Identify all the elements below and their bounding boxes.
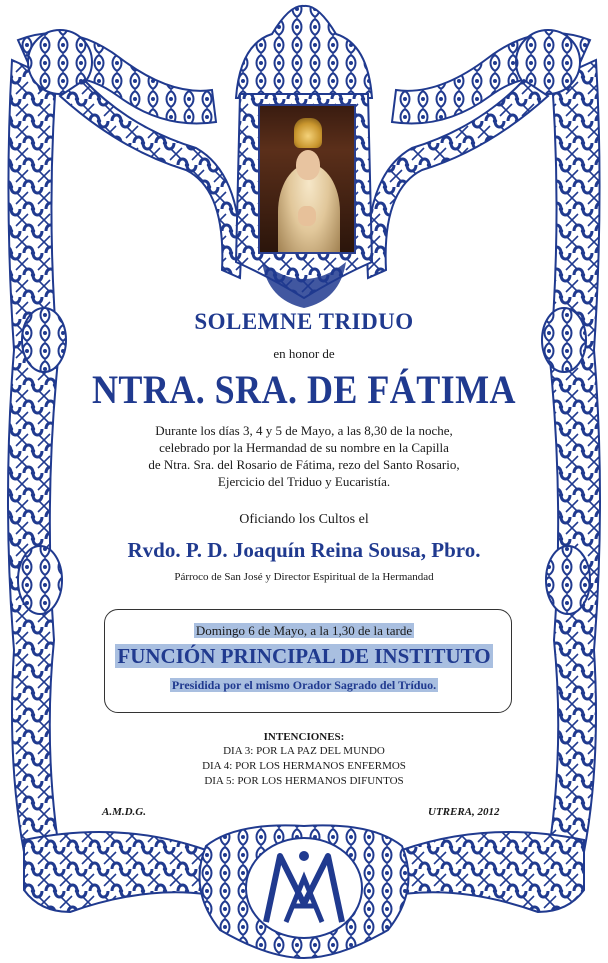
intention-item: DIA 5: POR LOS HERMANOS DIFUNTOS xyxy=(204,775,404,787)
main-function-title-text: FUNCIÓN PRINCIPAL DE INSTITUTO xyxy=(117,644,491,668)
description-line: Ejercicio del Triduo y Eucaristía. xyxy=(217,474,391,489)
poster-title: SOLEMNE TRIDUO xyxy=(194,309,414,334)
intention-item: DIA 4: POR LOS HERMANOS ENFERMOS xyxy=(202,760,406,772)
image-face xyxy=(296,150,320,180)
main-function-date xyxy=(0,623,608,639)
marian-monogram-icon xyxy=(256,848,352,930)
officiant-role: Párroco de San José y Director Espiritual de la Hermandad xyxy=(174,571,434,583)
description-line: de Ntra. Sra. del Rosario de Fátima, rezo del Santo Rosario, xyxy=(148,457,460,472)
officiant-name: Rvdo. P. D. Joaquín Reina Sousa, Pbro. xyxy=(127,538,481,562)
intention-item: DIA 3: POR LA PAZ DEL MUNDO xyxy=(223,745,385,757)
footer-place-year: UTRERA, 2012 xyxy=(428,806,500,818)
main-function-presided-text: Presidida por el mismo Orador Sagrado del Tríduo. xyxy=(171,678,437,692)
crown-icon xyxy=(294,118,322,148)
dedication-title: NTRA. SRA. DE FÁTIMA xyxy=(91,367,517,412)
description-line: Durante los días 3, 4 y 5 de Mayo, a las 8,30 de la noche, xyxy=(155,423,453,438)
praying-hands-icon xyxy=(298,206,316,226)
intentions-title: INTENCIONES: xyxy=(263,731,345,743)
footer-amdg: A.M.D.G. xyxy=(102,806,147,818)
officiating-intro: Oficiando los Cultos el xyxy=(239,512,369,527)
main-function-title xyxy=(0,644,608,669)
main-function-presided xyxy=(0,678,608,693)
honor-line: en honor de xyxy=(273,346,335,361)
virgin-of-fatima-image xyxy=(258,104,356,254)
event-description xyxy=(0,422,608,490)
main-function-date-text: Domingo 6 de Mayo, a la 1,30 de la tarde xyxy=(195,623,413,638)
description-line: celebrado por la Hermandad de su nombre en la Capilla xyxy=(159,440,449,455)
